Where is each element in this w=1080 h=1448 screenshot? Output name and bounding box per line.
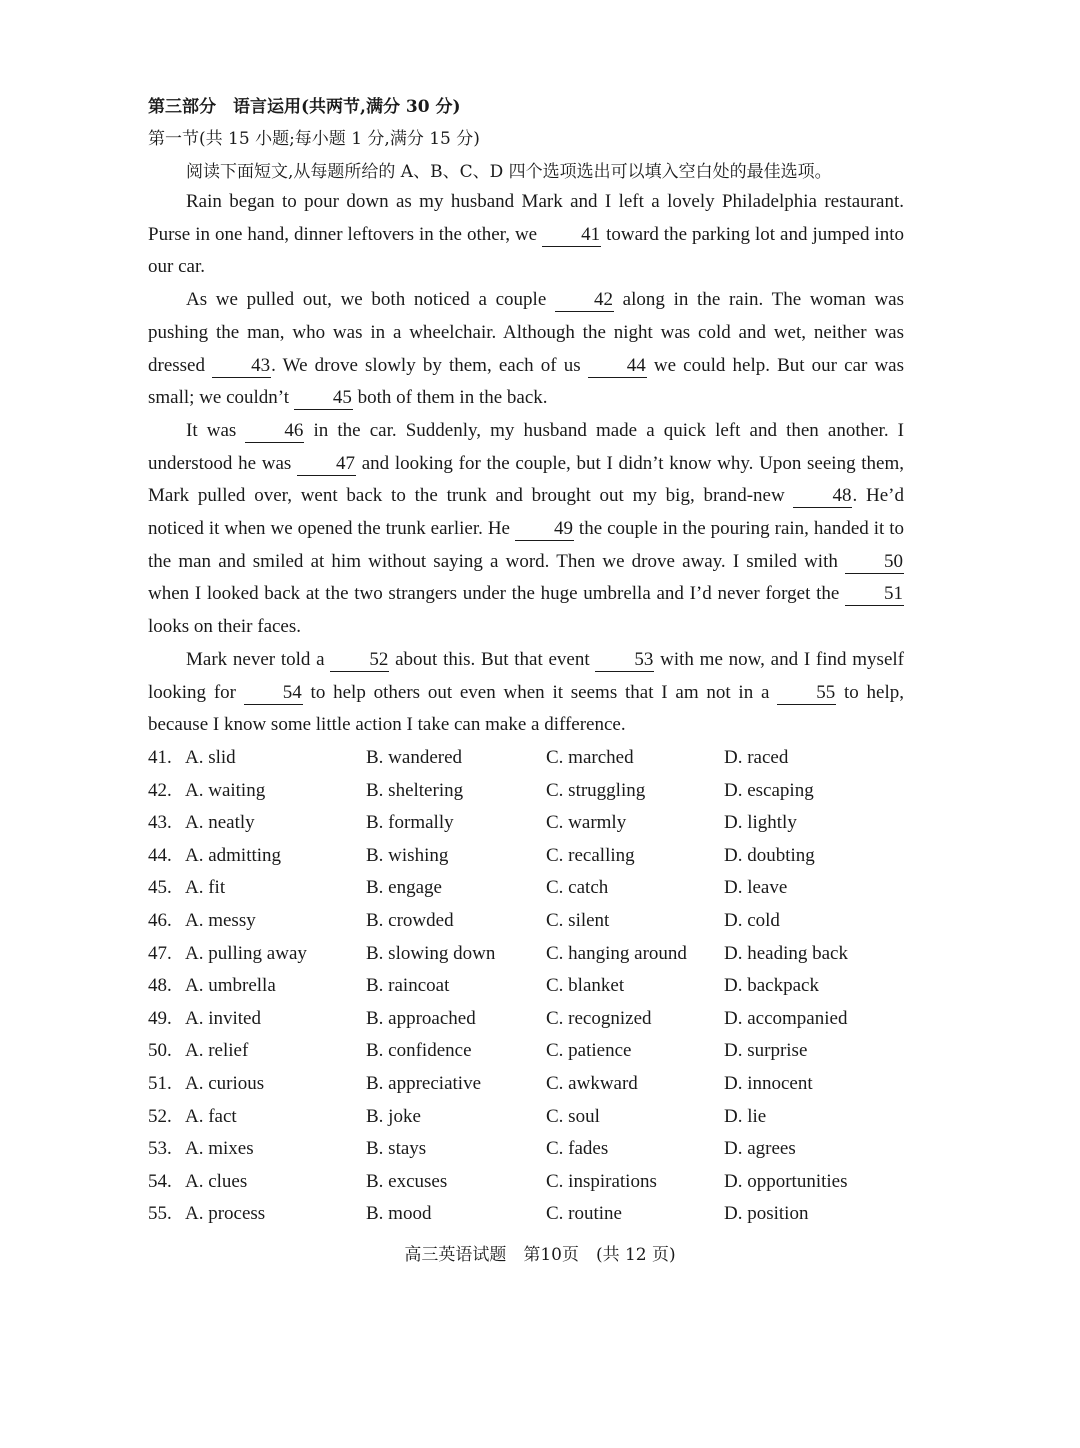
passage-paragraph [148, 644, 904, 742]
option-b: B. excuses [366, 1170, 448, 1192]
question-row [148, 1004, 908, 1037]
question-number: 49. [148, 1007, 172, 1029]
passage-text: to help, because I know some little action I take can make a difference. [148, 681, 905, 736]
option-c: C. silent [546, 909, 610, 931]
cloze-passage [148, 186, 904, 742]
question-number: 43. [148, 812, 172, 834]
option-c: C. fades [546, 1138, 609, 1160]
option-a: A. mixes [185, 1138, 254, 1160]
passage-text: to help others out even when it seems that I am not in a [302, 681, 778, 703]
passage-text: both of them in the back. [352, 387, 548, 409]
option-b: B. confidence [366, 1040, 472, 1062]
blank-47: 47 [297, 453, 356, 476]
question-number: 41. [148, 747, 172, 768]
blank-46: 46 [245, 420, 304, 443]
option-a: A. clues [185, 1170, 248, 1192]
section-title: 第一节(共 15 小题;每小题 1 分,满分 15 分) [148, 129, 480, 149]
blank-51: 51 [845, 583, 904, 606]
question-row [148, 841, 908, 874]
question-row [148, 1167, 908, 1200]
option-c: C. warmly [546, 812, 627, 834]
question-row [148, 906, 908, 939]
question-number: 53. [148, 1138, 172, 1160]
question-number: 52. [148, 1105, 172, 1127]
option-d: D. accompanied [724, 1007, 848, 1029]
question-row [148, 808, 908, 841]
option-c: C. struggling [546, 779, 646, 801]
blank-52: 52 [330, 649, 389, 672]
page-footer: 高三英语试题 第10页 (共 12 页) [404, 1245, 676, 1265]
option-a: A. fit [185, 877, 226, 899]
passage-paragraph [148, 284, 904, 415]
option-d: D. heading back [724, 942, 848, 964]
question-number: 46. [148, 909, 172, 931]
question-row [148, 1134, 908, 1167]
option-c: C. blanket [546, 975, 625, 997]
question-number: 51. [148, 1072, 172, 1094]
question-row [148, 1102, 908, 1135]
option-b: B. engage [366, 877, 442, 899]
part-title: 第三部分 语言运用(共两节,满分 30 分) [148, 97, 461, 117]
passage-paragraph [148, 186, 904, 284]
question-number: 48. [148, 975, 172, 997]
blank-53: 53 [595, 649, 654, 672]
option-b: B. raincoat [366, 975, 450, 997]
option-a: A. relief [185, 1040, 249, 1062]
passage-text: when I looked back at the two strangers under the huge umbrella and I’d never forget the [148, 583, 845, 605]
passage-text: with me now, and I find myself looking for [148, 648, 904, 703]
option-d: D. lightly [724, 812, 797, 834]
option-c: C. recalling [546, 844, 635, 866]
blank-54: 54 [244, 682, 303, 705]
option-a: A. umbrella [185, 975, 276, 997]
option-d: D. position [724, 1203, 809, 1225]
option-c: C. marched [546, 747, 634, 768]
passage-text: in the car. Suddenly, my husband made a quick left and then another. I understood he was [148, 419, 905, 474]
question-number: 47. [148, 942, 172, 964]
question-row [148, 1036, 908, 1069]
passage-text: looks on their faces. [148, 616, 302, 638]
blank-45: 45 [294, 387, 353, 410]
option-b: B. stays [366, 1138, 427, 1160]
blank-49: 49 [515, 518, 574, 541]
option-a: A. process [185, 1203, 266, 1225]
option-d: D. doubting [724, 844, 815, 866]
question-row [148, 1199, 908, 1232]
passage-text: toward the parking lot and jumped into our car. [148, 223, 904, 278]
option-c: C. hanging around [546, 942, 687, 964]
option-a: A. invited [185, 1007, 261, 1029]
blank-48: 48 [793, 485, 852, 508]
option-a: A. curious [185, 1072, 265, 1094]
option-d: D. leave [724, 877, 788, 899]
passage-text: It was [186, 419, 246, 441]
option-d: D. innocent [724, 1072, 813, 1094]
option-b: B. sheltering [366, 779, 464, 801]
blank-50: 50 [845, 551, 904, 574]
option-d: D. cold [724, 909, 780, 931]
options-list [148, 743, 908, 1232]
option-b: B. wishing [366, 844, 449, 866]
passage-text: and looking for the couple, but I didn’t know why. Upon seeing them, Mark pulled over, went back to the trunk and brought out my big, brand-new [148, 452, 905, 507]
option-a: A. waiting [185, 779, 266, 801]
question-row [148, 1069, 908, 1102]
option-a: A. admitting [185, 844, 282, 866]
passage-text: Mark never told a [186, 648, 331, 670]
passage-text: along in the rain. The woman was pushing the man, who was in a wheelchair. Although the night was cold and wet, neither was dressed [148, 289, 904, 376]
question-row [148, 873, 908, 906]
option-d: D. escaping [724, 779, 814, 801]
blank-55: 55 [777, 682, 836, 705]
option-a: A. fact [185, 1105, 237, 1127]
option-d: D. raced [724, 747, 789, 768]
option-b: B. wandered [366, 747, 463, 768]
option-c: C. recognized [546, 1007, 652, 1029]
passage-text: the couple in the pouring rain, handed it to the man and smiled at him without saying a word. Then we drove away. I smiled with [148, 518, 905, 572]
option-c: C. catch [546, 877, 609, 899]
passage-text: . He’d noticed it when we opened the trunk earlier. He [148, 485, 904, 540]
option-b: B. slowing down [366, 942, 496, 964]
blank-43: 43 [212, 355, 271, 378]
question-row [148, 743, 908, 776]
option-a: A. neatly [185, 812, 255, 834]
blank-44: 44 [588, 355, 647, 378]
option-c: C. routine [546, 1203, 622, 1225]
option-b: B. crowded [366, 909, 454, 931]
passage-text: about this. But that event [389, 648, 596, 670]
option-c: C. patience [546, 1040, 632, 1062]
option-a: A. pulling away [185, 942, 307, 964]
option-d: D. agrees [724, 1138, 796, 1160]
instruction-text: 阅读下面短文,从每题所给的 A、B、C、D 四个选项选出可以填入空白处的最佳选项。 [186, 162, 832, 182]
question-row [148, 939, 908, 972]
question-number: 44. [148, 844, 172, 866]
option-d: D. lie [724, 1105, 767, 1127]
question-number: 42. [148, 779, 172, 801]
option-a: A. messy [185, 909, 256, 931]
question-row [148, 776, 908, 809]
question-number: 54. [148, 1170, 172, 1192]
passage-text: Rain began to pour down as my husband Mark and I left a lovely Philadelphia restaurant. Purse in one hand, dinner leftovers in the other, we [148, 191, 904, 245]
blank-41: 41 [542, 224, 601, 247]
option-b: B. appreciative [366, 1072, 482, 1094]
option-d: D. backpack [724, 975, 819, 997]
option-c: C. soul [546, 1105, 600, 1127]
option-c: C. inspirations [546, 1170, 657, 1192]
question-number: 55. [148, 1203, 172, 1225]
option-d: D. opportunities [724, 1170, 848, 1192]
passage-text: we could help. But our car was small; we couldn’t [148, 354, 905, 409]
option-d: D. surprise [724, 1040, 808, 1062]
question-number: 50. [148, 1040, 172, 1062]
option-b: B. mood [366, 1203, 432, 1225]
question-number: 45. [148, 877, 172, 899]
question-row [148, 971, 908, 1004]
passage-text: As we pulled out, we both noticed a couple [186, 289, 555, 311]
option-b: B. joke [366, 1105, 421, 1127]
passage-paragraph [148, 415, 904, 644]
option-a: A. slid [185, 747, 236, 768]
blank-42: 42 [555, 289, 614, 312]
option-b: B. formally [366, 812, 454, 834]
option-c: C. awkward [546, 1072, 638, 1094]
option-b: B. approached [366, 1007, 476, 1029]
passage-text: . We drove slowly by them, each of us [271, 354, 588, 376]
